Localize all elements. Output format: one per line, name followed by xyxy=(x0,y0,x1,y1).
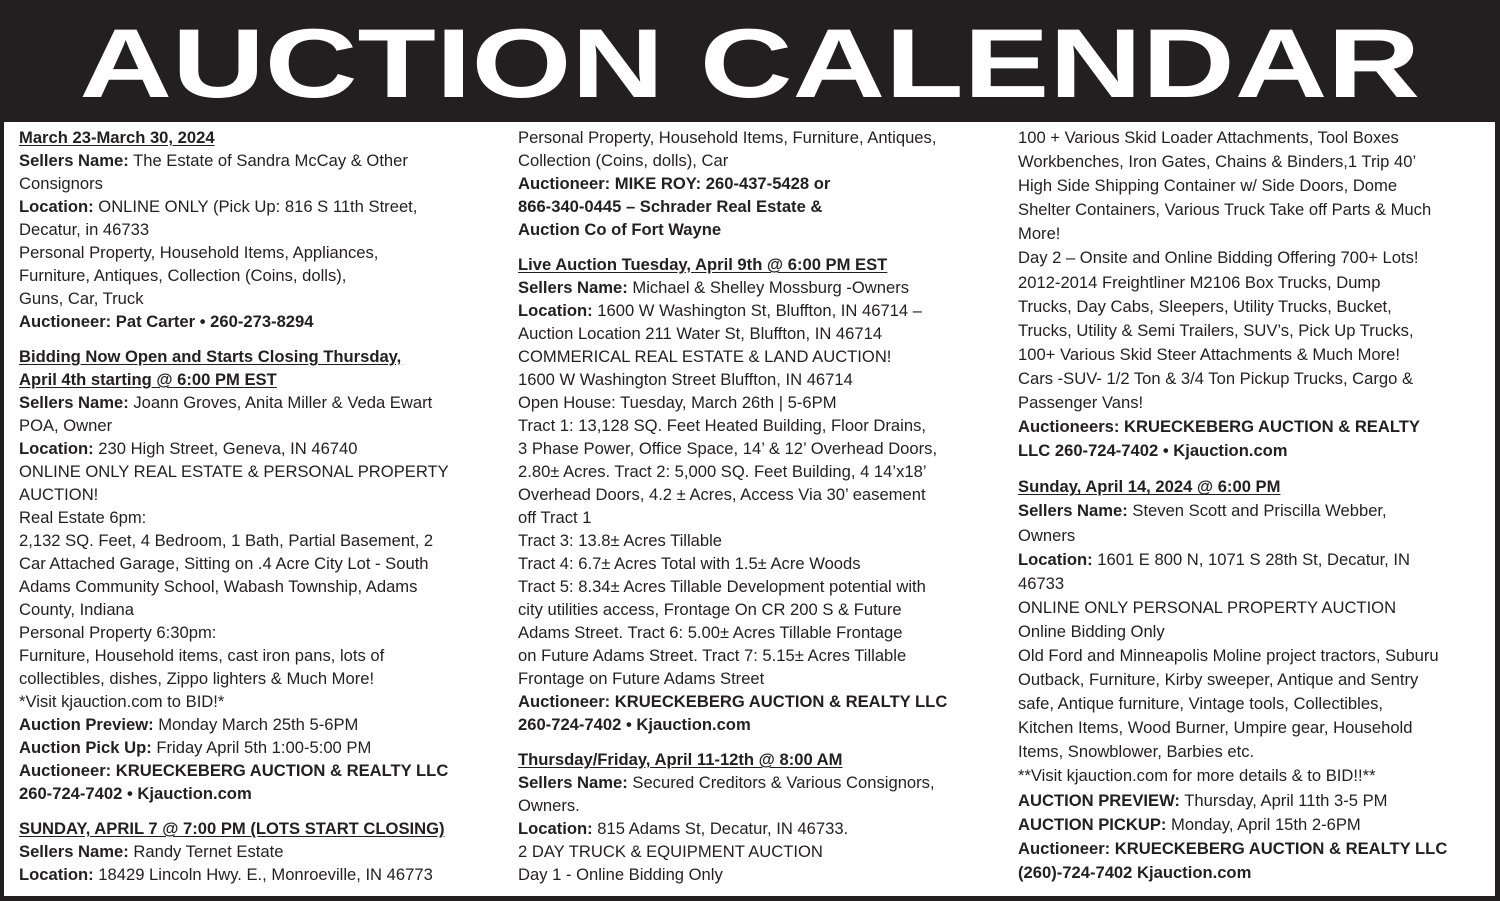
listing-date-heading: Thursday/Friday, April 11-12th @ 8:00 AM xyxy=(518,750,843,769)
field-value: 2012-2014 Freightliner M2106 Box Trucks, Dump xyxy=(1018,272,1381,292)
field-value: Frontage on Future Adams Street xyxy=(518,669,765,688)
field-value: 230 High Street, Geneva, IN 46740 xyxy=(93,439,358,458)
listing-line xyxy=(518,276,1008,299)
auction-listing xyxy=(19,126,509,333)
field-value: COMMERICAL REAL ESTATE & LAND AUCTION! xyxy=(518,347,892,366)
listing-line xyxy=(19,195,509,218)
auction-listing xyxy=(19,817,509,886)
listing-line xyxy=(518,299,1008,322)
field-value: Passenger Vans! xyxy=(1018,393,1144,413)
field-value: Personal Property, Household Items, Furniture, Antiques, xyxy=(518,128,937,147)
listing-line xyxy=(19,759,509,782)
listing-line xyxy=(518,575,1008,598)
field-value: Online Bidding Only xyxy=(1018,621,1165,641)
listing-line xyxy=(518,690,1008,713)
field-value: 100+ Various Skid Steer Attachments & Much More! xyxy=(1018,344,1400,364)
listing-line xyxy=(1018,439,1500,463)
field-value: 1600 W Washington St, Bluffton, IN 46714 – xyxy=(592,301,922,320)
field-value: ONLINE ONLY PERSONAL PROPERTY AUCTION xyxy=(1018,597,1397,617)
listing-line xyxy=(1018,548,1500,572)
field-value: Auction Location 211 Water St, Bluffton, IN 46714 xyxy=(518,324,883,343)
listing-date-heading: Live Auction Tuesday, April 9th @ 6:00 PM EST xyxy=(518,255,888,274)
field-value: Owners xyxy=(1018,525,1076,545)
field-value: County, Indiana xyxy=(19,600,135,619)
field-value: Monday, April 15th 2-6PM xyxy=(1166,814,1361,834)
field-value: Tract 4: 6.7± Acres Total with 1.5± Acre Woods xyxy=(518,554,861,573)
listing-line xyxy=(518,552,1008,575)
listing-line xyxy=(518,149,1008,172)
listing-line xyxy=(19,310,509,333)
listing-line xyxy=(19,736,509,759)
listing-line xyxy=(19,713,509,736)
listing-heading xyxy=(19,345,509,368)
field-value: AUCTION! xyxy=(19,485,99,504)
page-title: AUCTION CALENDAR xyxy=(79,8,1421,118)
listing-line xyxy=(19,552,509,575)
field-value: Open House: Tuesday, March 26th | 5-6PM xyxy=(518,393,837,412)
field-value: Monday March 25th 5-6PM xyxy=(153,715,359,734)
listing-date-heading: Bidding Now Open and Starts Closing Thursday, xyxy=(19,347,402,366)
listing-line xyxy=(518,644,1008,667)
field-label: Location: xyxy=(518,301,593,320)
field-label: 260-724-7402 • Kjauction.com xyxy=(19,784,252,803)
listing-line xyxy=(1018,716,1500,740)
field-value: Decatur, in 46733 xyxy=(19,220,150,239)
listing-line xyxy=(1018,837,1500,861)
field-value: Randy Ternet Estate xyxy=(128,842,284,861)
field-value: Car Attached Garage, Sitting on .4 Acre City Lot - South xyxy=(19,554,429,573)
field-value: 18429 Lincoln Hwy. E., Monroeville, IN 46773 xyxy=(93,865,433,884)
listing-line xyxy=(1018,499,1500,523)
listing-line xyxy=(518,598,1008,621)
listing-line xyxy=(19,460,509,483)
listing-line xyxy=(518,794,1008,817)
field-value: ONLINE ONLY (Pick Up: 816 S 11th Street, xyxy=(93,197,418,216)
field-value: Guns, Car, Truck xyxy=(19,289,144,308)
listing-line xyxy=(19,483,509,506)
field-value: Adams Street. Tract 6: 5.00± Acres Tillable Frontage xyxy=(518,623,903,642)
field-label: Sellers Name: xyxy=(19,393,129,412)
field-label: AUCTION PICKUP: xyxy=(1018,814,1167,834)
listing-line xyxy=(1018,150,1500,174)
field-value: The Estate of Sandra McCay & Other xyxy=(128,151,408,170)
listing-line xyxy=(518,218,1008,241)
listing-line xyxy=(1018,271,1500,295)
field-label: 866-340-0445 – Schrader Real Estate & xyxy=(518,197,823,216)
listing-line xyxy=(1018,789,1500,813)
field-value: Joann Groves, Anita Miller & Veda Ewart xyxy=(128,393,433,412)
listing-line xyxy=(518,437,1008,460)
listing-line xyxy=(1018,572,1500,596)
field-value: Steven Scott and Priscilla Webber, xyxy=(1127,501,1387,521)
field-value: Thursday, April 11th 3-5 PM xyxy=(1179,790,1388,810)
field-value: collectibles, dishes, Zippo lighters & Much More! xyxy=(19,669,375,688)
field-label: LLC 260-724-7402 • Kjauction.com xyxy=(1018,441,1288,461)
field-value: Day 1 - Online Bidding Only xyxy=(518,865,723,884)
listing-line xyxy=(19,840,509,863)
field-value: Friday April 5th 1:00-5:00 PM xyxy=(151,738,372,757)
field-value: Day 2 – Onsite and Online Bidding Offering 700+ Lots! xyxy=(1018,248,1419,268)
field-label: Auctioneer: KRUECKEBERG AUCTION & REALTY LLC xyxy=(518,692,948,711)
listing-line xyxy=(1018,367,1500,391)
listing-line xyxy=(19,149,509,172)
listing-line xyxy=(518,529,1008,552)
listing-line xyxy=(518,483,1008,506)
listing-date-heading: Sunday, April 14, 2024 @ 6:00 PM xyxy=(1018,477,1281,497)
field-value: Tract 1: 13,128 SQ. Feet Heated Building, Floor Drains, xyxy=(518,416,926,435)
listing-line xyxy=(1018,222,1500,246)
listing-line xyxy=(1018,343,1500,367)
field-label: Auctioneer: KRUECKEBERG AUCTION & REALTY LLC xyxy=(19,761,449,780)
field-value: Overhead Doors, 4.2 ± Acres, Access Via 30’ easement xyxy=(518,485,926,504)
field-value: Real Estate 6pm: xyxy=(19,508,147,527)
field-label: Auctioneer: MIKE ROY: 260-437-5428 or xyxy=(518,174,831,193)
field-value: 2 DAY TRUCK & EQUIPMENT AUCTION xyxy=(518,842,823,861)
listing-line xyxy=(1018,415,1500,439)
field-value: Items, Snowblower, Barbies etc. xyxy=(1018,742,1255,762)
listing-heading xyxy=(518,748,1008,771)
listing-line xyxy=(19,264,509,287)
auction-listing xyxy=(1018,126,1500,463)
column-3 xyxy=(1018,126,1500,897)
field-value: Cars -SUV- 1/2 Ton & 3/4 Ton Pickup Trucks, Cargo & xyxy=(1018,368,1414,388)
listing-line xyxy=(1018,319,1500,343)
listing-line xyxy=(19,575,509,598)
listing-line xyxy=(19,863,509,886)
field-label: Sellers Name: xyxy=(1018,501,1128,521)
listing-line xyxy=(19,287,509,310)
field-value: Collection (Coins, dolls), Car xyxy=(518,151,729,170)
listing-line xyxy=(19,598,509,621)
field-value: 1601 E 800 N, 1071 S 28th St, Decatur, IN xyxy=(1092,549,1410,569)
listing-line xyxy=(1018,295,1500,319)
listing-line xyxy=(19,782,509,805)
listing-line xyxy=(1018,764,1500,788)
column-1 xyxy=(19,126,509,898)
listing-line xyxy=(19,506,509,529)
field-value: Kitchen Items, Wood Burner, Umpire gear, Household xyxy=(1018,718,1413,738)
field-label: Auction Co of Fort Wayne xyxy=(518,220,722,239)
field-label: Location: xyxy=(19,865,94,884)
field-value: 2.80± Acres. Tract 2: 5,000 SQ. Feet Building, 4 14’x18’ xyxy=(518,462,927,481)
listing-line xyxy=(518,863,1008,886)
field-label: AUCTION PREVIEW: xyxy=(1018,790,1180,810)
column-2 xyxy=(518,126,1008,898)
listing-line xyxy=(19,414,509,437)
field-value: Trucks, Day Cabs, Sleepers, Utility Trucks, Bucket, xyxy=(1018,296,1392,316)
field-value: More! xyxy=(1018,224,1061,244)
listing-line xyxy=(518,460,1008,483)
field-label: Auction Pick Up: xyxy=(19,738,152,757)
listing-line xyxy=(518,667,1008,690)
listing-line xyxy=(1018,692,1500,716)
listing-line xyxy=(19,437,509,460)
field-value: Tract 3: 13.8± Acres Tillable xyxy=(518,531,723,550)
listing-heading xyxy=(518,253,1008,276)
listing-line xyxy=(1018,861,1500,885)
field-label: (260)-724-7402 Kjauction.com xyxy=(1018,862,1252,882)
listing-line xyxy=(518,195,1008,218)
listing-line xyxy=(19,529,509,552)
listing-date-heading: March 23-March 30, 2024 xyxy=(19,128,215,147)
listing-line xyxy=(19,621,509,644)
field-value: Furniture, Antiques, Collection (Coins, dolls), xyxy=(19,266,347,285)
listing-line xyxy=(19,667,509,690)
listing-date-heading: April 4th starting @ 6:00 PM EST xyxy=(19,370,277,389)
field-value: safe, Antique furniture, Vintage tools, Collectibles, xyxy=(1018,694,1383,714)
listing-line xyxy=(518,126,1008,149)
auction-listing xyxy=(518,253,1008,736)
field-value: *Visit kjauction.com to BID!* xyxy=(19,692,225,711)
field-value: 2,132 SQ. Feet, 4 Bedroom, 1 Bath, Partial Basement, 2 xyxy=(19,531,434,550)
listing-line xyxy=(1018,524,1500,548)
field-value: Outback, Furniture, Kirby sweeper, Antique and Sentry xyxy=(1018,670,1419,690)
listing-line xyxy=(518,391,1008,414)
listing-line xyxy=(19,241,509,264)
listing-line xyxy=(518,506,1008,529)
field-label: Auction Preview: xyxy=(19,715,154,734)
listing-line xyxy=(518,368,1008,391)
field-label: Sellers Name: xyxy=(518,773,628,792)
listing-line xyxy=(1018,174,1500,198)
field-value: off Tract 1 xyxy=(518,508,592,527)
listing-line xyxy=(19,172,509,195)
listing-date-heading: SUNDAY, APRIL 7 @ 7:00 PM (LOTS START CLOSING) xyxy=(19,819,445,838)
field-value: Owners. xyxy=(518,796,580,815)
listing-line xyxy=(19,644,509,667)
listing-heading xyxy=(19,817,509,840)
field-value: ONLINE ONLY REAL ESTATE & PERSONAL PROPERTY xyxy=(19,462,449,481)
listing-line xyxy=(19,218,509,241)
field-value: Old Ford and Minneapolis Moline project tractors, Suburu xyxy=(1018,645,1439,665)
listing-line xyxy=(518,771,1008,794)
field-value: 815 Adams St, Decatur, IN 46733. xyxy=(592,819,849,838)
auction-listing xyxy=(19,345,509,805)
calendar-body xyxy=(4,122,1495,896)
listing-heading xyxy=(19,126,509,149)
listing-line xyxy=(518,840,1008,863)
masthead xyxy=(0,0,1500,122)
listing-line xyxy=(1018,596,1500,620)
field-label: Sellers Name: xyxy=(518,278,628,297)
field-value: 3 Phase Power, Office Space, 14’ & 12’ Overhead Doors, xyxy=(518,439,938,458)
field-value: Personal Property 6:30pm: xyxy=(19,623,217,642)
listing-line xyxy=(1018,198,1500,222)
field-label: Location: xyxy=(1018,549,1093,569)
field-value: 100 + Various Skid Loader Attachments, Tool Boxes xyxy=(1018,128,1399,147)
listing-line xyxy=(1018,740,1500,764)
field-value: 46733 xyxy=(1018,573,1065,593)
field-label: 260-724-7402 • Kjauction.com xyxy=(518,715,751,734)
auction-listing xyxy=(518,126,1008,241)
listing-line xyxy=(518,414,1008,437)
field-label: Auctioneer: Pat Carter • 260-273-8294 xyxy=(19,312,314,331)
listing-heading xyxy=(19,368,509,391)
field-value: Tract 5: 8.34± Acres Tillable Development potential with xyxy=(518,577,926,596)
field-value: city utilities access, Frontage On CR 200 S & Future xyxy=(518,600,902,619)
listing-line xyxy=(19,690,509,713)
listing-line xyxy=(518,172,1008,195)
field-label: Auctioneer: KRUECKEBERG AUCTION & REALTY LLC xyxy=(1018,838,1448,858)
field-value: Secured Creditors & Various Consignors, xyxy=(627,773,935,792)
listing-line xyxy=(518,621,1008,644)
listing-line xyxy=(1018,644,1500,668)
auction-listing xyxy=(518,748,1008,886)
listing-line xyxy=(19,391,509,414)
field-value: Adams Community School, Wabash Township, Adams xyxy=(19,577,418,596)
field-label: Sellers Name: xyxy=(19,842,129,861)
listing-line xyxy=(1018,668,1500,692)
field-label: Location: xyxy=(518,819,593,838)
listing-line xyxy=(518,345,1008,368)
field-value: Furniture, Household items, cast iron pans, lots of xyxy=(19,646,385,665)
listing-line xyxy=(1018,246,1500,270)
listing-line xyxy=(518,322,1008,345)
field-value: Personal Property, Household Items, Appliances, xyxy=(19,243,379,262)
listing-line xyxy=(1018,620,1500,644)
field-value: High Side Shipping Container w/ Side Doors, Dome xyxy=(1018,176,1398,196)
listing-line xyxy=(518,817,1008,840)
field-value: **Visit kjauction.com for more details & to BID!!** xyxy=(1018,766,1376,786)
field-value: 1600 W Washington Street Bluffton, IN 46714 xyxy=(518,370,853,389)
field-value: Workbenches, Iron Gates, Chains & Binders,1 Trip 40’ xyxy=(1018,152,1417,172)
auction-listing xyxy=(1018,475,1500,885)
field-label: Location: xyxy=(19,197,94,216)
field-value: on Future Adams Street. Tract 7: 5.15± Acres Tillable xyxy=(518,646,907,665)
field-label: Sellers Name: xyxy=(19,151,129,170)
listing-line xyxy=(518,713,1008,736)
field-value: Michael & Shelley Mossburg -Owners xyxy=(627,278,910,297)
field-value: Trucks, Utility & Semi Trailers, SUV’s, Pick Up Trucks, xyxy=(1018,320,1414,340)
listing-line xyxy=(1018,126,1500,150)
field-value: Consignors xyxy=(19,174,103,193)
field-label: Location: xyxy=(19,439,94,458)
listing-heading xyxy=(1018,475,1500,499)
field-label: Auctioneers: KRUECKEBERG AUCTION & REALTY xyxy=(1018,417,1420,437)
listing-line xyxy=(1018,391,1500,415)
listing-line xyxy=(1018,813,1500,837)
field-value: POA, Owner xyxy=(19,416,113,435)
field-value: Shelter Containers, Various Truck Take off Parts & Much xyxy=(1018,200,1432,220)
